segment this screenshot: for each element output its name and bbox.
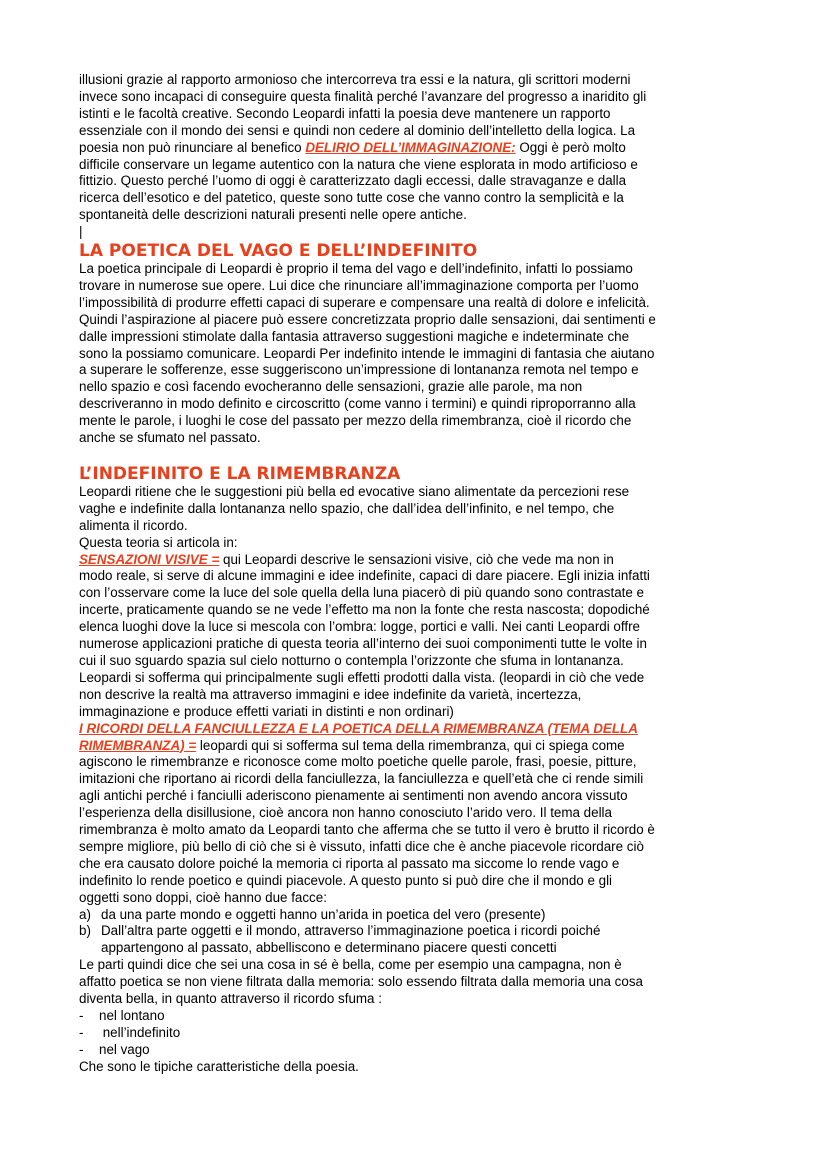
text-line: La poetica principale di Leopardi è proprio il tema del vago e dell’indefinito, infatti lo possiamo xyxy=(79,261,633,277)
text-line: non descrive la realtà ma attraverso immagini e idee indefinite da varietà, incertezza, xyxy=(79,686,582,702)
document-page xyxy=(79,72,755,1076)
text-line: alimenta il ricordo. xyxy=(79,517,188,533)
dash-item xyxy=(79,1008,755,1025)
dash-marker: - xyxy=(79,1008,84,1023)
ricordi-highlight-end: RIMEMBRANZA) = xyxy=(79,737,197,753)
text-line: cui il suo sguardo spazia sul cielo notturno o contempla l’orizzonte che sfuma in lontananza. xyxy=(79,652,624,668)
text-line: essenziale con il mondo dei sensi e quindi non cedere al dominio dell’intelletto della logica. La xyxy=(79,122,636,138)
text-line: descriveranno in modo definito e circoscritto (come vanno i termini) e quindi riproporranno alla xyxy=(79,396,636,412)
section-heading-rimembranza: L’INDEFINITO E LA RIMEMBRANZA xyxy=(79,463,401,484)
list-marker: b) xyxy=(79,923,91,939)
dash-marker: - xyxy=(79,1024,84,1040)
list-text: da una parte mondo e oggetti hanno un’arida in poetica del vero (presente) xyxy=(101,906,546,922)
text-line: oggetti sono doppi, cioè hanno due facce: xyxy=(79,889,327,905)
text-line: vaghe e indefinite dalla lontananza nello spazio, che dall’idea dell’infinito, e nel tempo, che xyxy=(79,500,615,516)
text-line: sempre migliore, più bello di ciò che si è vissuto, infatti dice che è anche piacevole ricordare ciò xyxy=(79,838,644,854)
text-line: rimembranza è molto amato da Leopardi tanto che afferma che se tutto il vero è brutto il ricordo è xyxy=(79,822,655,838)
text-line: Leopardi ritiene che le suggestioni più bella ed evocative siano alimentate da percezioni rese xyxy=(79,483,630,499)
text-line xyxy=(79,738,755,755)
text-line: incerte, praticamente quando se ne vede l’effetto ma non la fonte che resta nascosta; dopodiché xyxy=(79,602,650,618)
text-line: affatto poetica se non viene filtrata dalla memoria: solo essendo filtrata dalla memoria una cosa xyxy=(79,974,643,990)
text-line: agli antichi perché i fanciulli aderiscono pienamente ai sentimenti non avendo ancora vissuto xyxy=(79,788,628,804)
text-cursor: | xyxy=(79,224,83,240)
sensazioni-visive-highlight: SENSAZIONI VISIVE = xyxy=(79,551,220,567)
list-item-b xyxy=(79,923,755,940)
text-line: imitazioni che riportano ai ricordi della fanciullezza, la fanciullezza e quell’età che ci rende simili xyxy=(79,771,644,787)
text-line: Questa teoria si articola in: xyxy=(79,534,238,550)
list-item-a xyxy=(79,907,755,924)
delirio-highlight: DELIRIO DELL’IMMAGINAZIONE: xyxy=(305,139,516,155)
list-marker: a) xyxy=(79,906,91,922)
text-line: numerose applicazioni pratiche di questa teoria all’interno dei suoi componimenti tutte le volte in xyxy=(79,636,647,652)
text-line: modo reale, si serve di alcune immagini e idee indefinite, capaci di dare piacere. Egli inizia infatti xyxy=(79,568,650,584)
text-run: leopardi qui si sofferma sul tema della rimembranza, qui ci spiega come xyxy=(196,737,625,753)
text-line xyxy=(79,552,755,569)
text-line: agiscono le rimembranze e riconosce come molto poetiche quelle parole, frasi, poesie, pitture, xyxy=(79,754,637,770)
text-line: trovare in numerose sue opere. Lui dice che rinunciare all’immaginazione comporta per l’uomo xyxy=(79,277,639,293)
text-line: l’impossibilità di produrre effetti capaci di superare e compensare una realtà di dolore e infelicità. xyxy=(79,294,650,310)
text-line: immaginazione e produce effetti variati in distinti e non ordinari) xyxy=(79,703,454,719)
text-line: illusioni grazie al rapporto armonioso che intercorreva tra essi e la natura, gli scrittori moderni xyxy=(79,72,631,87)
dash-item xyxy=(79,1025,755,1042)
dash-text: nel vago xyxy=(99,1041,150,1057)
text-line: nello spazio e così facendo evocheranno delle sensazioni, grazie alle parole, ma non xyxy=(79,379,583,395)
text-line: Leopardi si sofferma qui principalmente sugli effetti prodotti dalla vista. (leopardi in ciò che vede xyxy=(79,669,645,685)
ricordi-highlight: I RICORDI DELLA FANCIULLEZZA E LA POETICA DELLA RIMEMBRANZA (TEMA DELLA xyxy=(79,720,638,736)
text-run: poesia non può rinunciare al benefico xyxy=(79,139,306,155)
text-line: sono la possiamo comunicare. Leopardi Per indefinito intende le immagini di fantasia che aiutano xyxy=(79,345,655,361)
text-line: dalle impressioni stimolate dalla fantasia attraverso suggestioni magiche e indeterminate che xyxy=(79,328,630,344)
text-run: qui Leopardi descrive le sensazioni visive, ciò che vede ma non in xyxy=(219,551,614,567)
dash-text: nell’indefinito xyxy=(99,1024,181,1040)
text-line: che era causato dolore poiché la memoria ci riporta al passato ma siccome lo rende vago e xyxy=(79,855,620,871)
text-line: elenca luoghi dove la luce si mescola con l’ombra: logge, portici e valli. Nei canti Leopardi offre xyxy=(79,619,640,635)
section-rimembranza-body xyxy=(79,484,755,1076)
list-text: Dall’altra parte oggetti e il mondo, attraverso l’immaginazione poetica i ricordi poiché xyxy=(101,923,601,939)
list-item-b-continued: appartengono al passato, abbelliscono e determinano piacere questi concetti xyxy=(101,940,557,956)
text-line: diventa bella, in quanto attraverso il ricordo sfuma : xyxy=(79,991,382,1007)
dash-marker: - xyxy=(79,1041,84,1057)
text-line: istinti e le facoltà creative. Secondo Leopardi infatti la poesia deve mantenere un rapporto xyxy=(79,105,611,121)
text-line: anche se sfumato nel passato. xyxy=(79,430,261,446)
text-line: invece sono incapaci di conseguire questa finalità perché l’avanzare del progresso a inaridito gli xyxy=(79,88,647,104)
text-line: fittizio. Questo perché l’uomo di oggi è caratterizzato dagli eccessi, dalle stravaganze e dalla xyxy=(79,173,627,189)
section-vago-body xyxy=(79,261,755,447)
closing-line: Che sono le tipiche caratteristiche della poesia. xyxy=(79,1058,359,1074)
section-heading-vago: LA POETICA DEL VAGO E DELL’INDEFINITO xyxy=(79,241,478,262)
dash-text: nel lontano xyxy=(99,1008,165,1023)
text-line: con l’osservare come la luce del sole quella della luna piacerò di più quando sono contrastate e xyxy=(79,585,644,601)
text-line xyxy=(79,140,755,157)
text-line: mente le parole, i luoghi le cose del passato per mezzo della rimembranza, cioè il ricordo che xyxy=(79,413,632,429)
text-line: Le parti quindi dice che sei una cosa in sé è bella, come per esempio una campagna, non è xyxy=(79,957,622,973)
text-line: Quindi l’aspirazione al piacere può essere concretizzata proprio dalle sensazioni, dai sentimenti e xyxy=(79,311,656,327)
text-line: l’esperienza della disillusione, cioè ancora non hanno conosciuto l’arido vero. Il tema della xyxy=(79,805,612,821)
text-line: ricerca dell’esotico e del patetico, queste sono tutte cose che vanno contro la semplicità e la xyxy=(79,190,624,206)
dash-item xyxy=(79,1042,755,1059)
intro-paragraph xyxy=(79,72,755,241)
text-line: spontaneità delle descrizioni naturali presenti nelle opere antiche. xyxy=(79,207,467,223)
text-line: a superare le sofferenze, esse suggeriscono un’impressione di lontananza remota nel tempo e xyxy=(79,362,639,378)
text-run: Oggi è però molto xyxy=(515,139,626,155)
text-line: difficile conservare un legame autentico con la natura che viene esplorata in modo artificioso e xyxy=(79,156,638,172)
text-line: indefinito lo rende poetico e quindi piacevole. A questo punto si può dire che il mondo e gli xyxy=(79,872,613,888)
